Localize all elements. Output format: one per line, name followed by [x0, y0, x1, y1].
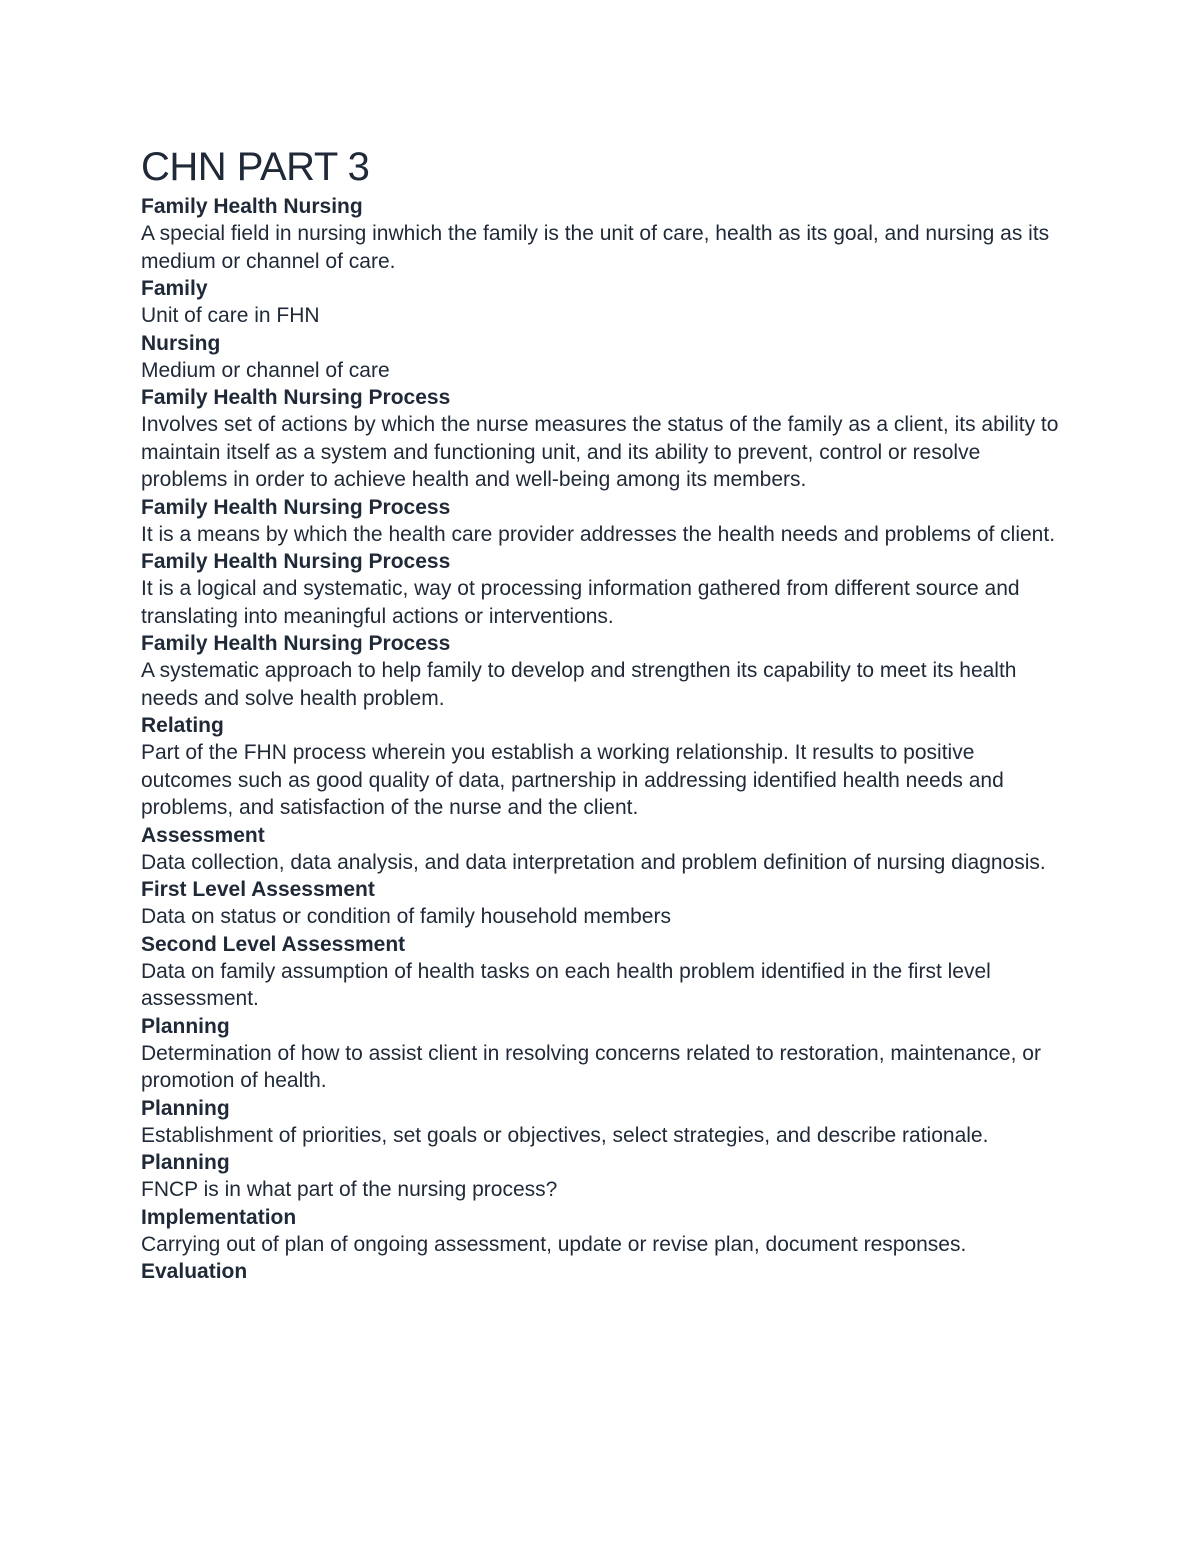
entry-definition: Unit of care in FHN: [141, 304, 320, 327]
entry-term: Family Health Nursing Process: [141, 632, 451, 655]
entry-definition: Involves set of actions by which the nurse measures the status of the family as a client, its ability to maintain itself as a system and functioning unit, and its ability to prevent, control or resolve problems in order to achieve health and well-being among its members.: [141, 413, 1059, 491]
entry-definition: Carrying out of plan of ongoing assessment, update or revise plan, document responses.: [141, 1232, 967, 1256]
entry-term: Family: [141, 277, 208, 300]
entry: [141, 275, 1061, 330]
entry: [141, 1204, 1061, 1259]
entry-definition: Part of the FHN process wherein you establish a working relationship. It results to positive outcomes such as good quality of data, partnership in addressing identified health needs and problems, and satisfaction of the nurse and the client.: [141, 741, 1004, 819]
entry: [141, 1258, 1061, 1285]
entry: [141, 193, 1061, 275]
entry-definition: Data on status or condition of family household members: [141, 905, 671, 928]
entry-term: Planning: [141, 1151, 230, 1174]
entry-term: Family Health Nursing: [141, 195, 363, 218]
entry-term: Relating: [141, 714, 224, 737]
entry-term: Planning: [141, 1014, 230, 1038]
entry-term: Family Health Nursing Process: [141, 386, 451, 409]
entry-definition: Data on family assumption of health tasks on each health problem identified in the first level assessment.: [141, 959, 991, 1010]
entry: [141, 876, 1061, 931]
entry-term: First Level Assessment: [141, 878, 375, 901]
entry-term: Nursing: [141, 331, 221, 355]
entry-definition: Establishment of priorities, set goals or objectives, select strategies, and describe rationale.: [141, 1123, 989, 1147]
entry-definition: FNCP is in what part of the nursing process?: [141, 1178, 558, 1201]
entry: [141, 384, 1061, 494]
entry: [141, 1149, 1061, 1204]
entry-term: Family Health Nursing Process: [141, 495, 451, 519]
entry-term: Family Health Nursing Process: [141, 550, 451, 573]
entry-definition: A systematic approach to help family to develop and strengthen its capability to meet its health needs and solve health problem.: [141, 659, 1017, 710]
entry-definition: Data collection, data analysis, and data interpretation and problem definition of nursing diagnosis.: [141, 850, 1046, 874]
entry-definition: A special field in nursing inwhich the family is the unit of care, health as its goal, and nursing as its medium or channel of care.: [141, 222, 1050, 273]
entry: [141, 1013, 1061, 1095]
entry: [141, 630, 1061, 712]
entry: [141, 1095, 1061, 1150]
entry-definition: It is a means by which the health care provider addresses the health needs and problems of client.: [141, 522, 1056, 546]
entry-definition: It is a logical and systematic, way ot processing information gathered from different source and translating into meaningful actions or interventions.: [141, 577, 1020, 628]
entry-term: Implementation: [141, 1205, 297, 1229]
document-title: CHN PART 3: [141, 145, 370, 189]
entry: [141, 822, 1061, 877]
entry-term: Planning: [141, 1096, 230, 1120]
entry: [141, 548, 1061, 630]
entry-definition: Determination of how to assist client in resolving concerns related to restoration, maintenance, or promotion of health.: [141, 1041, 1041, 1092]
entry: [141, 712, 1061, 822]
entry-term: Evaluation: [141, 1260, 248, 1283]
entry-definition: Medium or channel of care: [141, 358, 390, 382]
entry-term: Second Level Assessment: [141, 932, 406, 956]
document-page: [141, 143, 1061, 1285]
entry: [141, 494, 1061, 549]
entry: [141, 330, 1061, 385]
entry: [141, 931, 1061, 1013]
entry-term: Assessment: [141, 823, 265, 847]
